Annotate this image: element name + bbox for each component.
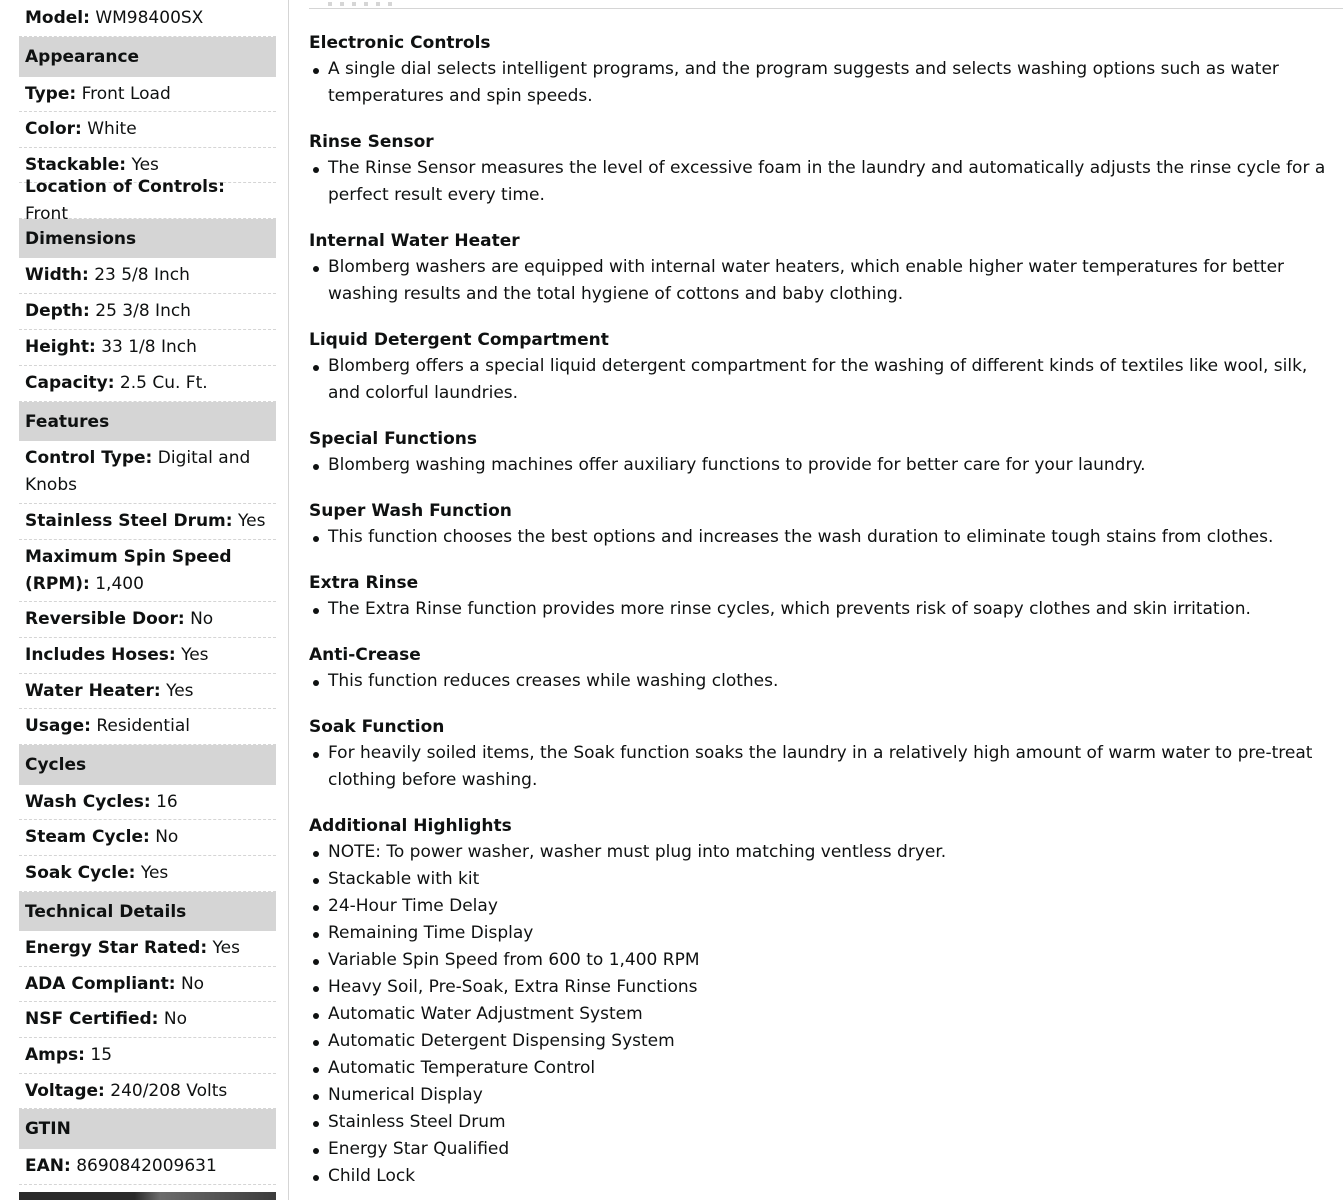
spec-label: Wash Cycles: [25,791,151,812]
spec-text [25,1078,227,1105]
feature-bullet: Stackable with kit [309,866,1343,893]
spec-value: 33 1/8 Inch [101,337,197,357]
spec-label: Capacity: [25,373,115,393]
spec-text [25,370,208,397]
spec-label: Maximum Spin Speed (RPM): [25,546,232,594]
feature-bullet-list [309,56,1343,110]
spec-text [25,262,190,289]
feature-section-soak-function [309,714,1343,794]
spec-section-header-cycles [19,745,276,785]
spec-row-location-of-controls [19,176,276,224]
spec-row-amps [19,1038,276,1074]
spec-value: Yes [166,680,194,701]
feature-bullet-list [309,353,1343,407]
spec-label: Voltage: [25,1080,105,1101]
feature-bullet: Blomberg washers are equipped with internal water heaters, which enable higher water temperatures for better washing results and the total hygiene of cottons and baby clothing. [309,254,1343,308]
spec-value: 240/208 Volts [110,1080,228,1101]
feature-heading: Internal Water Heater [309,231,520,251]
spec-text [25,445,270,499]
feature-bullet: Energy Star Qualified [309,1136,1343,1163]
spec-text [25,642,209,669]
feature-bullet: Numerical Display [309,1082,1343,1109]
spec-label: Height: [25,337,96,357]
feature-bullet: Heavy Soil, Pre-Soak, Extra Rinse Functions [309,974,1343,1001]
spec-text [25,1153,217,1180]
spec-section-title: Dimensions [25,228,137,249]
spec-value: 1,400 [95,573,144,594]
spec-value: 8690842009631 [76,1156,217,1176]
spec-text [25,678,194,705]
feature-bullet-list [309,596,1343,623]
spec-label: Energy Star Rated: [25,938,208,958]
top-rule [309,8,1343,9]
spec-row-includes-hoses [19,638,276,674]
spec-value: WM98400SX [95,7,204,28]
top-rule-remnant [328,2,398,6]
spec-row-voltage [19,1074,276,1109]
feature-section-super-wash-function [309,498,1343,551]
spec-value: 16 [156,791,178,812]
feature-bullet: Automatic Detergent Dispensing System [309,1028,1343,1055]
spec-label: ADA Compliant: [25,973,176,994]
spec-value: White [87,119,137,139]
spec-row-soak-cycle [19,856,276,892]
spec-row-ean [19,1149,276,1185]
spec-text [25,935,240,962]
feature-heading: Liquid Detergent Compartment [309,330,609,350]
spec-label: Amps: [25,1045,85,1065]
feature-bullet: Automatic Temperature Control [309,1055,1343,1082]
spec-value: 23 5/8 Inch [94,265,190,285]
feature-section-rinse-sensor [309,129,1343,209]
spec-label: Color: [25,119,82,139]
spec-value: 2.5 Cu. Ft. [119,373,208,393]
spec-label: Depth: [25,301,90,321]
spec-value: Yes [140,863,169,883]
feature-bullet-list [309,740,1343,794]
feature-section-electronic-controls [309,30,1343,110]
spec-label: Reversible Door: [25,609,185,629]
spec-text [25,334,197,361]
spec-row-usage [19,709,276,745]
spec-text [25,1042,112,1069]
spec-label: Steam Cycle: [25,827,150,847]
spec-section-header-appearance [19,37,276,77]
spec-section-title: Cycles [25,755,87,775]
spec-row-control-type [19,441,276,504]
spec-row-water-heater [19,674,276,709]
spec-text [25,606,213,633]
spec-label: Stainless Steel Drum: [25,511,233,531]
feature-section-special-functions [309,426,1343,479]
spec-row-wash-cycles [19,785,276,820]
feature-heading: Additional Highlights [309,816,512,836]
spec-row-height [19,330,276,366]
spec-text [25,860,168,887]
spec-value: No [155,827,179,847]
feature-bullet: A single dial selects intelligent programs, and the program suggests and selects washing options such as water temperatures and spin speeds. [309,56,1343,110]
feature-bullet: The Rinse Sensor measures the level of excessive foam in the laundry and automatically adjusts the rinse cycle for a perfect result every time. [309,155,1343,209]
spec-label: Type: [25,83,77,104]
spec-value: No [163,1009,187,1029]
spec-row-steam-cycle [19,820,276,856]
product-description [309,30,1343,1200]
spec-text [25,298,191,325]
feature-bullet: Variable Spin Speed from 600 to 1,400 RPM [309,947,1343,974]
spec-label: Model: [25,7,90,28]
spec-label: Location of Controls: [25,176,225,197]
feature-bullet: 24-Hour Time Delay [309,893,1343,920]
product-image-thumbnail[interactable] [19,1192,276,1200]
feature-bullet: NOTE: To power washer, washer must plug into matching ventless dryer. [309,839,1343,866]
spec-value: Residential [96,716,190,736]
feature-bullet: This function reduces creases while washing clothes. [309,668,1343,695]
spec-text [25,508,265,535]
spec-section-title: Appearance [25,47,140,67]
feature-section-internal-water-heater [309,228,1343,308]
feature-bullet: Automatic Water Adjustment System [309,1001,1343,1028]
spec-row-energy-star-rated [19,931,276,967]
spec-label: EAN: [25,1156,71,1176]
spec-row-maximum-spin-speed-rpm [19,540,276,602]
spec-row-type [19,77,276,112]
spec-label: Stackable: [25,154,127,175]
spec-section-header-gtin [19,1109,276,1149]
spec-text [25,544,270,598]
spec-text [25,971,204,998]
spec-row-depth [19,294,276,330]
feature-bullet-list [309,839,1343,1190]
spec-section-title: Technical Details [25,901,187,922]
spec-value: Yes [212,938,240,958]
column-divider [288,0,289,1200]
spec-row-ada-compliant [19,967,276,1002]
feature-section-liquid-detergent-compartment [309,327,1343,407]
spec-value: No [190,609,214,629]
feature-section-additional-highlights [309,813,1343,1190]
spec-value: Yes [181,645,209,665]
spec-row-capacity [19,366,276,402]
spec-text [25,824,178,851]
spec-row-nsf-certified [19,1002,276,1038]
feature-heading: Rinse Sensor [309,132,434,152]
spec-text [25,174,270,228]
spec-section-title: GTIN [25,1119,71,1139]
feature-heading: Special Functions [309,429,477,449]
feature-heading: Anti-Crease [309,645,421,665]
feature-bullet: Child Lock [309,1163,1343,1190]
spec-label: Control Type: [25,448,153,468]
feature-heading: Soak Function [309,717,445,737]
specifications-table [19,0,276,1200]
feature-bullet: Blomberg washing machines offer auxiliary functions to provide for better care for your laundry. [309,452,1343,479]
spec-section-header-technical-details [19,892,276,931]
spec-label: Includes Hoses: [25,645,176,665]
spec-text [25,713,190,740]
spec-value: Front [25,203,68,224]
spec-label: Soak Cycle: [25,863,136,883]
spec-text [25,5,203,32]
spec-row-reversible-door [19,602,276,638]
spec-text [25,1006,187,1033]
feature-bullet: Blomberg offers a special liquid detergent compartment for the washing of different kinds of textiles like wool, silk, and colorful laundries. [309,353,1343,407]
feature-bullet: Remaining Time Display [309,920,1343,947]
spec-text [25,116,137,143]
feature-bullet-list [309,452,1343,479]
feature-bullet: The Extra Rinse function provides more rinse cycles, which prevents risk of soapy clothes and skin irritation. [309,596,1343,623]
spec-label: Width: [25,265,89,285]
spec-text [25,789,178,816]
spec-section-title: Features [25,411,110,432]
spec-row-stainless-steel-drum [19,504,276,540]
feature-heading: Super Wash Function [309,501,512,521]
feature-heading: Extra Rinse [309,573,419,593]
spec-label: NSF Certified: [25,1009,159,1029]
spec-value: Digital and Knobs [25,448,251,495]
feature-bullet-list [309,524,1343,551]
feature-bullet: This function chooses the best options and increases the wash duration to eliminate tough stains from clothes. [309,524,1343,551]
spec-row-model [19,0,276,37]
spec-value: No [180,973,205,994]
spec-text [25,81,171,108]
spec-section-header-features [19,402,276,441]
spec-value: Yes [237,511,266,531]
feature-heading: Electronic Controls [309,33,491,53]
feature-bullet-list [309,668,1343,695]
spec-label: Water Heater: [25,680,161,701]
feature-bullet: For heavily soiled items, the Soak function soaks the laundry in a relatively high amount of warm water to pre-treat clothing before washing. [309,740,1343,794]
feature-section-anti-crease [309,642,1343,695]
spec-label: Usage: [25,716,91,736]
spec-row-color [19,112,276,148]
spec-value: Front Load [81,83,171,104]
feature-bullet-list [309,254,1343,308]
spec-value: 25 3/8 Inch [95,301,191,321]
spec-value: 15 [90,1045,113,1065]
spec-value: Yes [131,154,159,175]
feature-section-extra-rinse [309,570,1343,623]
feature-bullet: Stainless Steel Drum [309,1109,1343,1136]
spec-row-width [19,258,276,294]
feature-bullet-list [309,155,1343,209]
